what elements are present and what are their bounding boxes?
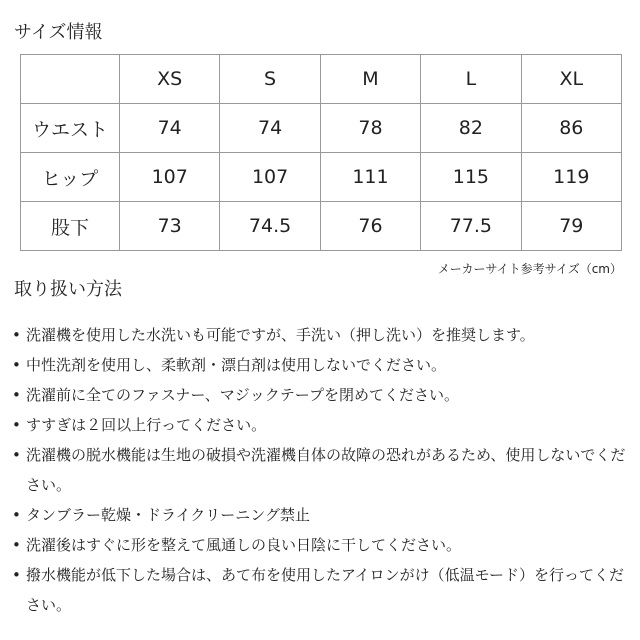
size-info-title: サイズ情報 bbox=[14, 22, 103, 43]
table-cell: 78 bbox=[320, 104, 420, 153]
list-item bbox=[10, 500, 630, 530]
table-cell: 79 bbox=[521, 202, 621, 251]
size-note: メーカーサイト参考サイズ（cm） bbox=[437, 262, 622, 276]
header-cell-blank bbox=[21, 55, 120, 104]
size-table-header-row bbox=[21, 55, 622, 104]
row-label-hip: ヒップ bbox=[21, 153, 120, 202]
header-cell-m: M bbox=[320, 55, 420, 104]
list-item-text: 洗濯機を使用した水洗いも可能ですが、手洗い（押し洗い）を推奨します。 bbox=[26, 326, 535, 344]
bullet-icon: • bbox=[12, 356, 21, 374]
table-cell: 115 bbox=[421, 153, 521, 202]
table-cell: 86 bbox=[521, 104, 621, 153]
list-item bbox=[10, 410, 630, 440]
table-cell: 107 bbox=[120, 153, 220, 202]
table-cell: 107 bbox=[220, 153, 320, 202]
header-cell-l: L bbox=[421, 55, 521, 104]
list-item bbox=[10, 440, 630, 500]
list-item-text: 洗濯後はすぐに形を整えて風通しの良い日陰に干してください。 bbox=[26, 536, 462, 554]
list-item bbox=[10, 320, 630, 350]
table-cell: 77.5 bbox=[421, 202, 521, 251]
list-item bbox=[10, 530, 630, 560]
bullet-icon: • bbox=[12, 506, 21, 524]
list-item bbox=[10, 380, 630, 410]
header-cell-xl: XL bbox=[521, 55, 621, 104]
list-item bbox=[10, 560, 630, 620]
table-cell: 74.5 bbox=[220, 202, 320, 251]
list-item-text: 撥水機能が低下した場合は、あて布を使用したアイロンがけ（低温モード）を行ってください。 bbox=[26, 566, 625, 614]
row-label-waist: ウエスト bbox=[21, 104, 120, 153]
bullet-icon: • bbox=[12, 386, 21, 404]
bullet-icon: • bbox=[12, 566, 21, 584]
list-item-text: タンブラー乾燥・ドライクリーニング禁止 bbox=[26, 506, 310, 524]
table-cell: 74 bbox=[220, 104, 320, 153]
care-instructions-list bbox=[10, 320, 630, 620]
table-cell: 74 bbox=[120, 104, 220, 153]
bullet-icon: • bbox=[12, 326, 21, 344]
table-row-inseam bbox=[21, 202, 622, 251]
size-table bbox=[20, 54, 622, 251]
list-item bbox=[10, 350, 630, 380]
table-cell: 82 bbox=[421, 104, 521, 153]
row-label-inseam: 股下 bbox=[21, 202, 120, 251]
bullet-icon: • bbox=[12, 536, 21, 554]
table-cell: 119 bbox=[521, 153, 621, 202]
table-row-waist bbox=[21, 104, 622, 153]
table-row-hip bbox=[21, 153, 622, 202]
header-cell-xs: XS bbox=[120, 55, 220, 104]
list-item-text: 中性洗剤を使用し、柔軟剤・漂白剤は使用しないでください。 bbox=[26, 356, 447, 374]
table-cell: 76 bbox=[320, 202, 420, 251]
bullet-icon: • bbox=[12, 446, 21, 464]
bullet-icon: • bbox=[12, 416, 21, 434]
list-item-text: 洗濯機の脱水機能は生地の破損や洗濯機自体の故障の恐れがあるため、使用しないでください。 bbox=[26, 446, 626, 494]
table-cell: 111 bbox=[320, 153, 420, 202]
table-cell: 73 bbox=[120, 202, 220, 251]
header-cell-s: S bbox=[220, 55, 320, 104]
list-item-text: 洗濯前に全てのファスナー、マジックテープを閉めてください。 bbox=[26, 386, 460, 404]
list-item-text: すすぎは２回以上行ってください。 bbox=[26, 416, 267, 434]
care-instructions-title: 取り扱い方法 bbox=[14, 279, 122, 300]
